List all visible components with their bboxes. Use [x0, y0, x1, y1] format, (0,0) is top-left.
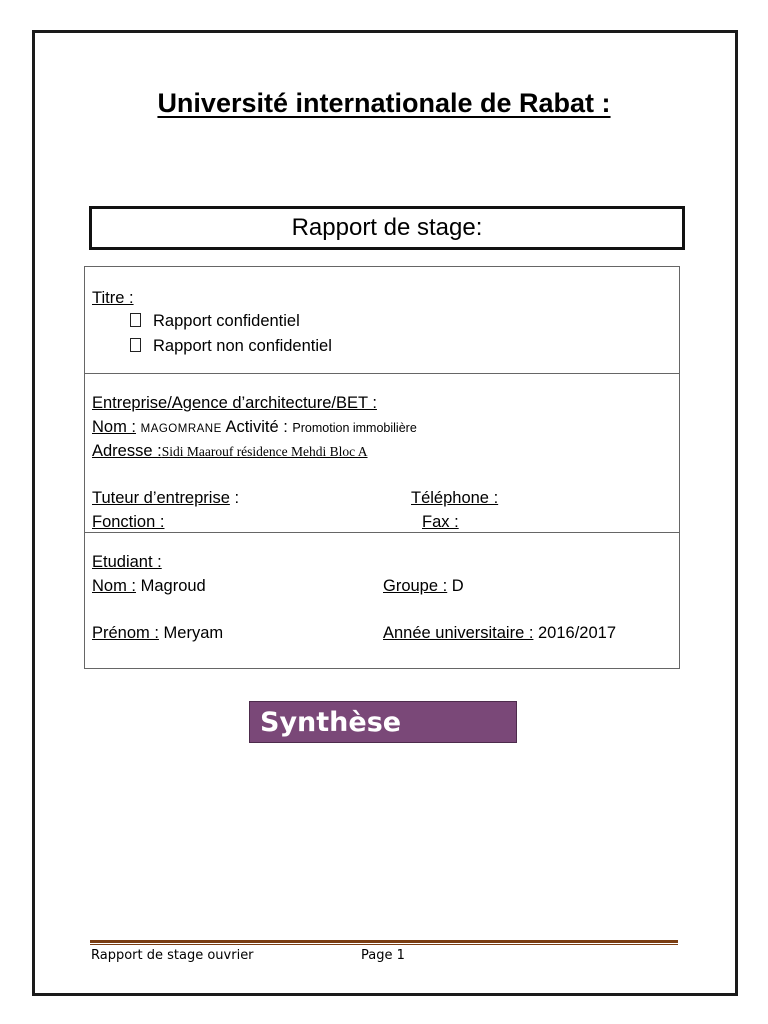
telephone-label: Téléphone : [411, 489, 499, 507]
nom-label: Nom : [92, 418, 137, 436]
footer-rule [90, 940, 678, 943]
etudiant-nom-label: Nom : [92, 577, 137, 595]
annee-row [383, 623, 616, 643]
option-confidentiel[interactable]: Rapport confidentiel [130, 311, 300, 331]
fonction-label: Fonction : [92, 513, 165, 531]
groupe-label: Groupe : [383, 577, 448, 595]
report-title-box: Rapport de stage: [89, 206, 685, 250]
footer-page-number: Page 1 [361, 948, 405, 963]
checkbox-icon[interactable] [130, 313, 141, 327]
prenom-label: Prénom : [92, 624, 159, 642]
annee-label: Année universitaire : [383, 624, 534, 642]
tuteur-label: Tuteur d’entreprise [92, 489, 230, 507]
checkbox-icon[interactable] [130, 338, 141, 352]
etudiant-label: Etudiant : [92, 553, 162, 571]
groupe-row [383, 576, 464, 596]
titre-section [85, 267, 679, 374]
footer-title: Rapport de stage ouvrier [91, 948, 254, 963]
prenom-row [92, 623, 223, 643]
info-table [84, 266, 680, 669]
fax-label: Fax : [422, 513, 459, 531]
entreprise-label: Entreprise/Agence d’architecture/BET : [92, 394, 377, 412]
synthese-heading: Synthèse [249, 701, 517, 743]
adresse-label: Adresse : [92, 442, 162, 460]
entreprise-nom-row [92, 417, 417, 439]
activite-label: Activité : [225, 418, 288, 436]
titre-label: Titre : [92, 289, 134, 307]
adresse-row [92, 441, 368, 462]
adresse-value: Sidi Maarouf résidence Mehdi Bloc A [161, 444, 368, 459]
university-title: Université internationale de Rabat : [157, 88, 611, 118]
option-non-confidentiel[interactable]: Rapport non confidentiel [130, 336, 332, 356]
tuteur-row: Tuteur d’entreprise : [92, 489, 240, 507]
annee-value: 2016/2017 [533, 624, 617, 642]
activite-value: Promotion immobilière [292, 421, 417, 435]
groupe-value: D [447, 577, 464, 595]
etudiant-nom-row [92, 576, 206, 596]
prenom-value: Meryam [158, 624, 224, 642]
entreprise-section [85, 374, 679, 533]
entreprise-nom-value: MAGOMRANE [140, 423, 222, 435]
etudiant-section [85, 533, 679, 668]
footer-rule-thin [90, 944, 678, 945]
etudiant-nom-value: Magroud [136, 577, 206, 595]
